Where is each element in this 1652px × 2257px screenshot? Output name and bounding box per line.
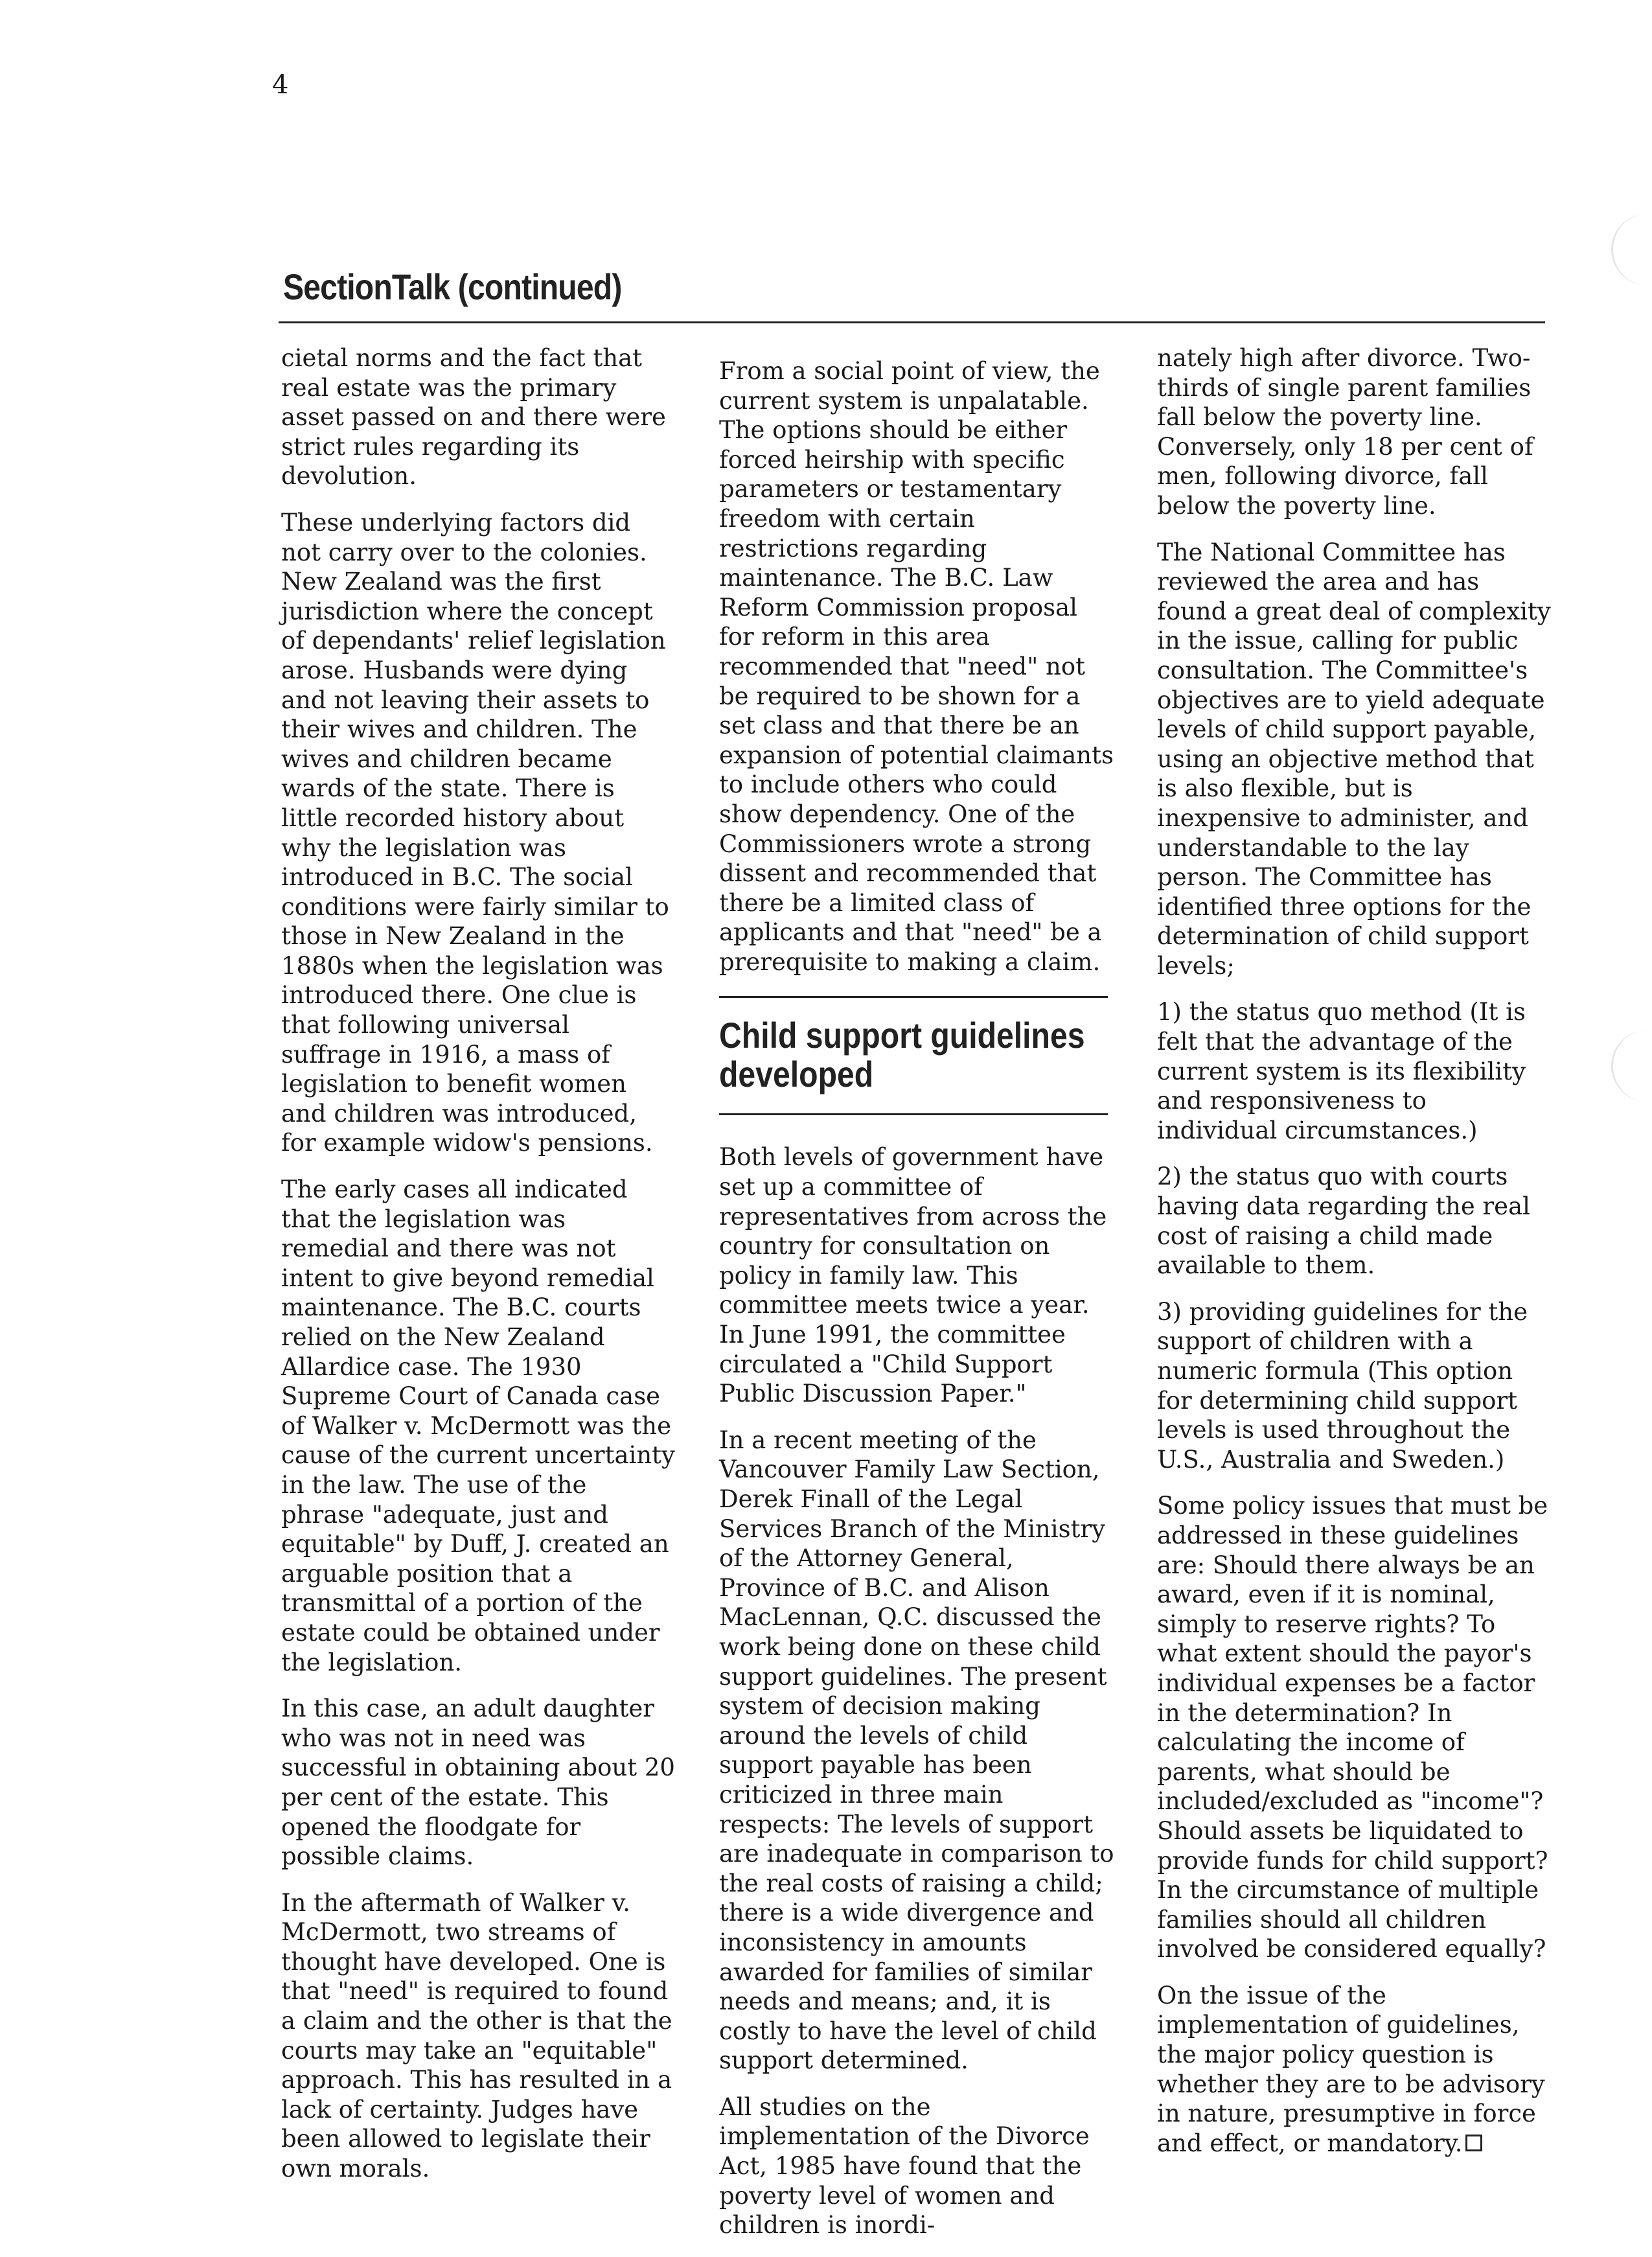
paragraph: cietal norms and the fact that real estate was the primary asset passed on and there were strict rules regarding its devolution. [281, 344, 666, 491]
paragraph: 2) the status quo with courts having data regarding the real cost of raising a child made available to them. [1157, 1163, 1530, 1280]
subhead-rule-bottom [719, 1113, 1108, 1115]
paragraph: In the aftermath of Walker v. McDermott, two streams of thought have developed. One is that "need" is required to found a claim and the other is that the courts may take an "equitable" approach. This has resulted in a lack of certainty. Judges have been allowed to legislate their own morals. [281, 1888, 672, 2183]
column-3 [1157, 343, 1552, 2175]
paragraph: The National Committee has reviewed the area and has found a great deal of complexity in the issue, calling for public consultation. The Committee's objectives are to yield adequate levels of child support payable, using an objective method that is also flexible, but is inexpensive to administer, and understandable to the lay person. The Committee has identified three options for the determination of child support levels; [1157, 538, 1551, 980]
header-rule [279, 321, 1545, 323]
paragraph-text: On the issue of the implementation of guidelines, the major policy question is whether they are to be advisory in nature, presumptive in force and effect, or mandatory. [1157, 1981, 1545, 2157]
paragraph: Some policy issues that must be addressed in these guidelines are: Should there always be an award, even if it is nominal, simply to reserve rights? To what extent should the payor's individual expenses be a factor in the determination? In calculating the income of parents, what should be included/excluded as "income"? Should assets be liquidated to provide funds for child support? In the circumstance of multiple families should all children involved be considered equally? [1157, 1492, 1548, 1963]
section-header: SectionTalk (continued) [283, 266, 622, 307]
paragraph: In a recent meeting of the Vancouver Family Law Section, Derek Finall of the Legal Services Branch of the Ministry of the Attorney General, Province of B.C. and Alison MacLennan, Q.C. discussed the work being done on these child support guidelines. The present system of decision making around the levels of child support payable has been criticized in three main respects: The levels of support are inadequate in comparison to the real costs of raising a child; there is a wide divergence and inconsistency in amounts awarded for families of similar needs and means; and, it is costly to have the level of child support determined. [719, 1426, 1114, 2075]
paragraph: These underlying factors did not carry over to the colonies. New Zealand was the first jurisdiction where the concept of dependants' relief legislation arose. Husbands were dying and not leaving their assets to their wives and children. The wives and children became wards of the state. There is little recorded history about why the legislation was introduced in B.C. The social conditions were fairly similar to those in New Zealand in the 1880s when the legislation was introduced there. One clue is that following universal suffrage in 1916, a mass of legislation to benefit women and children was introduced, for example widow's pensions. [281, 508, 669, 1157]
column-2 [719, 343, 1114, 2257]
paragraph: The early cases all indicated that the legislation was remedial and there was not intent to give beyond remedial maintenance. The B.C. courts relied on the New Zealand Allardice case. The 1930 Supreme Court of Canada case of Walker v. McDermott was the cause of the current uncertainty in the law. The use of the phrase "adequate, just and equitable" by Duff, J. created an arguable position that a transmittal of a portion of the estate could be obtained under the legislation. [281, 1175, 675, 1676]
paragraph: 1) the status quo method (It is felt that the advantage of the current system is its flexibility and responsiveness to individual circumstances.) [1157, 998, 1526, 1144]
subhead-rule-top [719, 996, 1108, 998]
paragraph: All studies on the implementation of the Divorce Act, 1985 have found that the poverty level of women and children is inordi- [719, 2092, 1090, 2240]
paragraph: 3) providing guidelines for the support of children with a numeric formula (This option for determining child support levels is used throughout the U.S., Australia and Sweden.) [1157, 1297, 1528, 1474]
punch-hole-mark [1611, 1030, 1652, 1102]
punch-hole-mark [1611, 214, 1652, 285]
page-number: 4 [272, 70, 289, 100]
paragraph: In this case, an adult daughter who was not in need was successful in obtaining about 20 per cent of the estate. This opened the floodgate for possible claims. [281, 1695, 675, 1871]
paragraph: From a social point of view, the current system is unpalatable. The options should be either forced heirship with specific parameters or testamentary freedom with certain restrictions regarding maintenance. The B.C. Law Reform Commission proposal for reform in this area recommended that "need" not be required to be shown for a set class and that there be an expansion of potential claimants to include others who could show dependency. One of the Commissioners wrote a strong dissent and recommended that there be a limited class of applicants and that "need" be a prerequisite to making a claim. [719, 357, 1114, 976]
end-of-article-box-icon [1465, 2135, 1482, 2151]
final-paragraph [1157, 1981, 1552, 2159]
subhead-child-support: Child support guidelines developed [719, 1015, 1085, 1095]
paragraph: Both levels of government have set up a committee of representatives from across the country for consultation on policy in family law. This committee meets twice a year. In June 1991, the committee circulated a "Child Support Public Discussion Paper." [719, 1143, 1107, 1408]
paragraph: nately high after divorce. Two-thirds of single parent families fall below the poverty line. Conversely, only 18 per cent of men, following divorce, fall below the poverty line. [1157, 344, 1533, 520]
column-1 [281, 343, 676, 2201]
